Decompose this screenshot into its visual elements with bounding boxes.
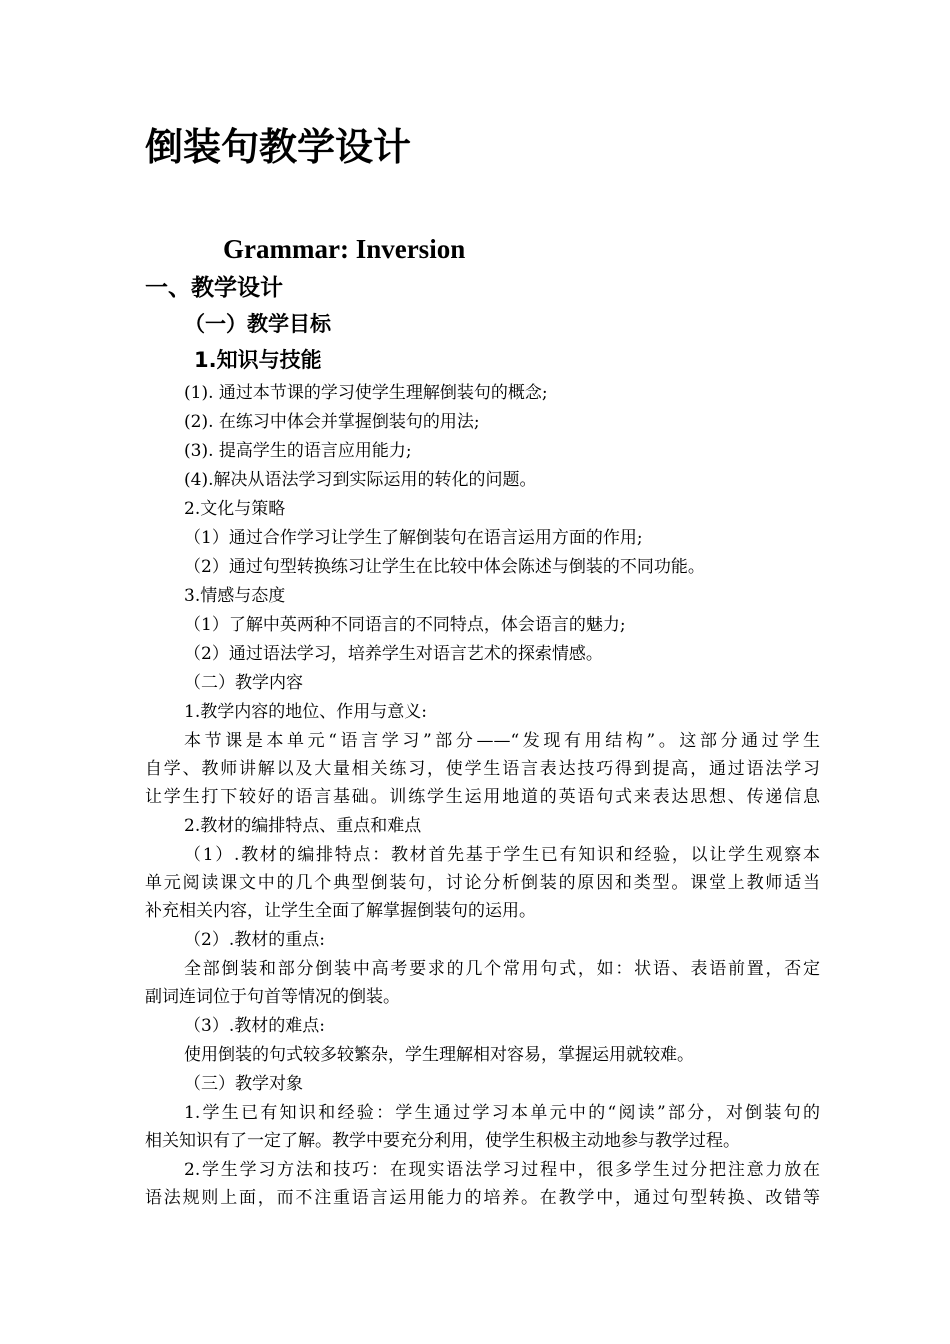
- body-line: 1.教学内容的地位、作用与意义:: [184, 702, 427, 722]
- body-line: （2）通过语法学习，培养学生对语言艺术的探索情感。: [184, 644, 603, 664]
- body-line: 全部倒装和部分倒装中高考要求的几个常用句式，如：状语、表语前置，否定: [184, 959, 820, 979]
- body-line: （三）教学对象: [184, 1074, 303, 1094]
- body-line: (2). 在练习中体会并掌握倒装句的用法;: [184, 412, 480, 432]
- section-heading: 一、教学设计: [145, 275, 283, 301]
- body-line: 2.文化与策略: [184, 499, 286, 519]
- body-line: 语法规则上面，而不注重语言运用能力的培养。在教学中，通过句型转换、改错等: [145, 1188, 820, 1208]
- body-line: 2.教材的编排特点、重点和难点: [184, 816, 422, 836]
- body-line: 1.学生已有知识和经验：学生通过学习本单元中的“阅读”部分，对倒装句的: [184, 1103, 820, 1123]
- body-line: 副词连词位于句首等情况的倒装。: [145, 987, 400, 1007]
- body-line: (1). 通过本节课的学习使学生理解倒装句的概念;: [184, 383, 548, 403]
- body-line: 2.学生学习方法和技巧：在现实语法学习过程中，很多学生过分把注意力放在: [184, 1160, 820, 1180]
- body-line: (4).解决从语法学习到实际运用的转化的问题。: [184, 470, 537, 490]
- document-subtitle: Grammar: Inversion: [223, 234, 466, 264]
- body-line: 相关知识有了一定了解。教学中要充分利用，使学生积极主动地参与教学过程。: [145, 1131, 740, 1151]
- body-line: （1）了解中英两种不同语言的不同特点，体会语言的魅力;: [184, 615, 626, 635]
- body-line: 3.情感与态度: [184, 586, 286, 606]
- body-line: （1）.教材的编排特点：教材首先基于学生已有知识和经验，以让学生观察本: [184, 845, 820, 865]
- body-line: 本节课是本单元“语言学习”部分——“发现有用结构”。这部分通过学生: [184, 731, 820, 751]
- body-line: 让学生打下较好的语言基础。训练学生运用地道的英语句式来表达思想、传递信息: [145, 787, 820, 807]
- body-line: （2）通过句型转换练习让学生在比较中体会陈述与倒装的不同功能。: [184, 557, 705, 577]
- body-line: 补充相关内容，让学生全面了解掌握倒装句的运用。: [145, 901, 536, 921]
- body-line: 使用倒装的句式较多较繁杂，学生理解相对容易，掌握运用就较难。: [184, 1045, 694, 1065]
- document-title: 倒装句教学设计: [145, 125, 412, 169]
- body-line: （3）.教材的难点:: [184, 1016, 325, 1036]
- subsection-heading: （一）教学目标: [184, 312, 331, 336]
- body-line: （二）教学内容: [184, 673, 303, 693]
- body-line: （2）.教材的重点:: [184, 930, 325, 950]
- subsubsection-heading: 1.知识与技能: [194, 348, 322, 372]
- body-line: (3). 提高学生的语言应用能力;: [184, 441, 412, 461]
- body-line: （1）通过合作学习让学生了解倒装句在语言运用方面的作用;: [184, 528, 643, 548]
- body-line: 单元阅读课文中的几个典型倒装句，讨论分析倒装的原因和类型。课堂上教师适当: [145, 873, 820, 893]
- body-line: 自学、教师讲解以及大量相关练习，使学生语言表达技巧得到提高，通过语法学习: [145, 759, 820, 779]
